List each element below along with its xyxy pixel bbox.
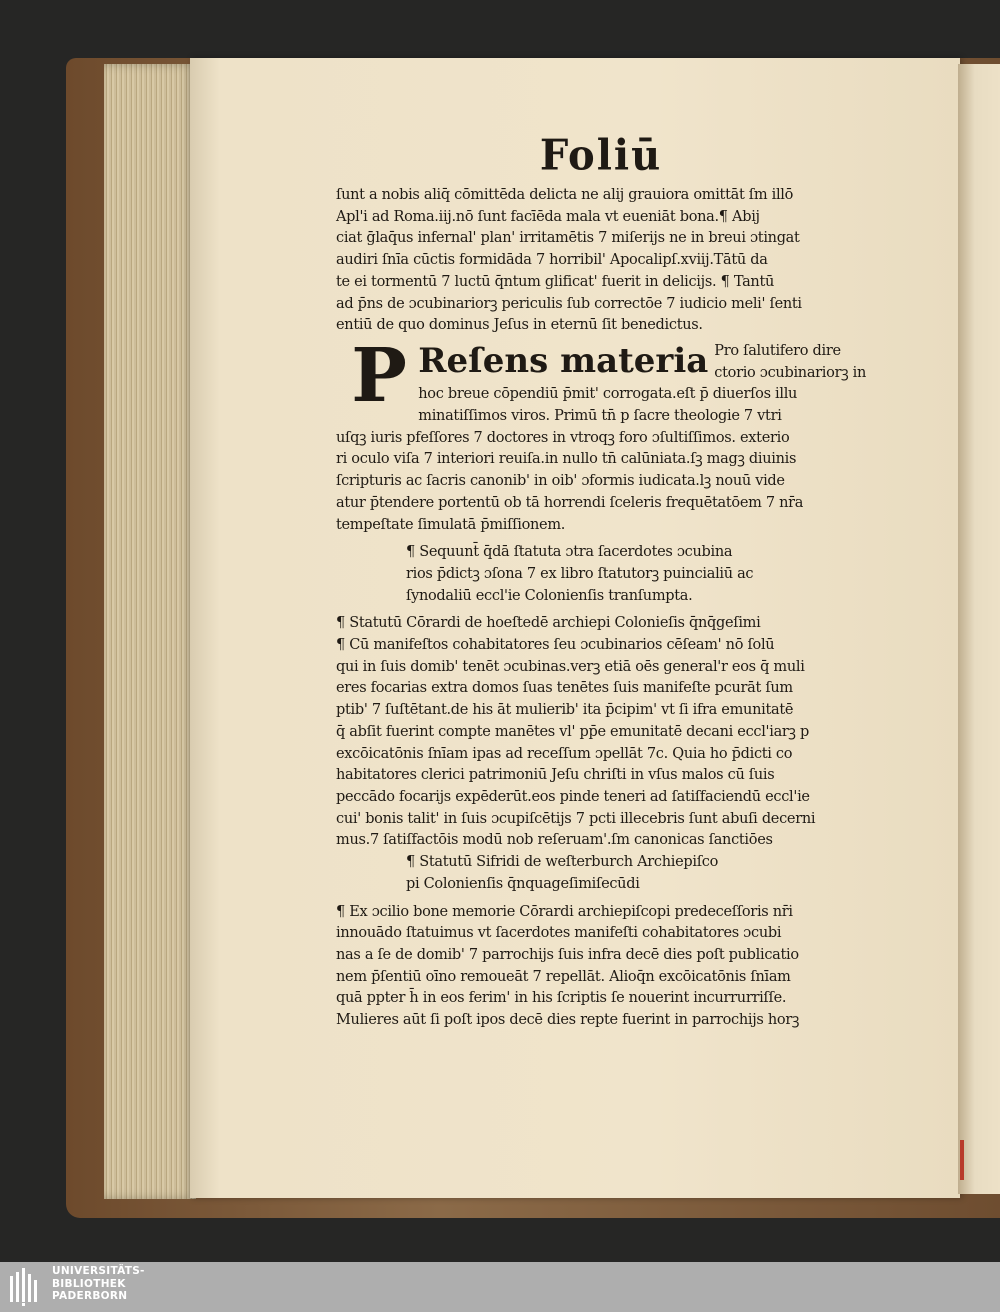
text-line: hoc breue cōpendiū p̄mit' corrogata.eſt p̄ diuerſos illu [418,386,798,403]
decorated-initial: P [351,332,407,419]
statute-2-body [336,902,866,1032]
text-line: nas a ſe de domib' 7 parrochijs ſuis infra decē dies poſt publicatio [336,946,799,963]
statute-1-title: ¶ Statutū Cōrardi de hoeſtedē archiepi Colonieſis q̄nq̄geſimi [336,615,761,632]
red-edge-mark [960,1140,964,1180]
text-line: innouādo ſtatuimus vt ſacerdotes manifeſti cohabitatores ɔcubi [336,925,782,942]
text-line: ſynodaliū eccl'ie Colonienſis tranſumpta. [406,587,693,604]
text-line: Pro ſalutifero dire [714,342,841,359]
text-line: ctorio ɔcubinariorꝫ in [714,364,866,381]
text-line: rios p̄dictꝫ ɔſona 7 ex libro ſtatutorꝫ puincialiū ac [406,565,754,582]
text-line: ¶ Ex ɔcilio bone memorie Cōrardi archiepiſcopi predeceſſoris nr̄i [336,903,793,920]
library-footer [0,1262,1000,1312]
text-line: entiū de quo dominus Jeſus in eternū ſit benedictus. [336,317,703,334]
text-line: ¶ Statutū Sifridi de weſterburch Archiepiſco [406,854,719,871]
text-line: peccādo focarijs expēderūt.eos pinde teneri ad ſatiſfaciendū eccl'ie [336,788,810,805]
right-page-edge [958,64,1000,1194]
text-line: cui' bonis talit' in ſuis ɔcupiſcētijs 7 pcti illecebris ſunt abuſi decerni [336,810,816,827]
text-line: ri oculo viſa 7 interiori reuiſa.in nullo tn̄ calūniata.ſꝫ magꝫ diuinis [336,451,797,468]
text-line: nem p̄ſentiū oīno remoueāt 7 repellāt. Alioq̄n excōicatōnis ſnīam [336,968,791,985]
text-line: ¶ Sequunt̄ q̄dā ſtatuta ɔtra ſacerdotes ɔcubina [406,544,733,561]
text-line: uſqꝫ iuris pfeſſores 7 doctores in vtroqꝫ foro ɔſultiſſimos. exterio [336,429,790,446]
text-line: ſcripturis ac ſacris canonib' in oib' ɔformis iudicata.lꝫ nouū vide [336,473,785,490]
page-edges [104,64,196,1199]
text-line: habitatores clerici patrimoniū Jeſu chriſti in vſus malos cū ſuis [336,767,775,784]
page-text [336,132,866,1032]
text-line: Apl'i ad Roma.iij.nō ſunt facīēda mala vt eueniāt bona.¶ Abij [336,208,760,225]
text-line: eres focarias extra domos ſuas tenētes ſuis manifeſte pcurāt ſum [336,680,793,697]
library-name-line: BIBLIOTHEK [52,1277,126,1290]
text-line: ciat ḡlaq̄us infernal' plan' irritamētis 7 miſerijs ne in breui ɔtingat [336,230,800,247]
statute-2-title [336,852,866,895]
text-line: mus.7 ſatiſfactōis modū nob reſeruam'.ſm canonicas ſanctiōes [336,832,773,849]
text-line: Mulieres aūt ſi poſt ipos decē dies repte fuerint in parrochijs horꝫ [336,1012,800,1029]
text-line: ſunt a nobis aliq̄ cōmittēda delicta ne alij grauiora omittāt ſm illō [336,187,794,203]
heading-title: Reſens materia [418,340,709,381]
text-line: ad p̄ns de ɔcubinariorꝫ periculis ſub correctōe 7 iudicio meli' ſenti [336,295,802,312]
paragraph-1 [336,185,866,337]
text-line: quā ppter h̄ in eos ferim' in his ſcriptis ſe nouerint incurrurriſſe. [336,990,787,1007]
library-name-line: PADERBORN [52,1290,128,1302]
library-name [52,1265,145,1303]
text-line: ¶ Cū manifeſtos cohabitatores ſeu ɔcubinarios cēſeam' nō ſolū [336,637,775,654]
statute-1-body [336,635,866,852]
text-line: q̄ abſit fuerint compte manētes vl' pp̄e emunitatē decani eccl'iarꝫ p [336,723,809,740]
text-line: ptib' 7 ſuſtētant.de his āt mulierib' ita p̄cipim' vt ſi ifra emunitatē [336,702,794,719]
text-line: tempeſtate ſimulatā p̄miſſionem. [336,516,566,533]
text-line: minatiſſimos viros. Primū tn̄ p ſacre theologie 7 vtri [418,408,782,425]
text-line: atur p̄tendere portentū ob tā horrendi ſceleris frequētatōem 7 nr̄a [336,494,804,511]
notice-statutes [336,542,866,607]
library-name-line: UNIVERSITÄTS- [52,1265,145,1277]
library-logo-icon [8,1268,44,1306]
text-line: pi Colonienſis q̄nquageſimiſecūdi [406,875,640,892]
text-line: audiri ſnīa cūctis formidāda 7 horribil' Apocalipſ.xviij.Tātū da [336,252,768,269]
text-line: qui in ſuis domib' tenēt ɔcubinas.verꝫ etiā oēs general'r eos q̄ muli [336,658,805,675]
text-line: te ei tormentū 7 luctū q̄ntum glificat' fuerit in delicijs. ¶ Tantū [336,273,775,290]
folio-heading: Foliū [539,130,663,181]
text-line: excōicatōnis ſnīam ipas ad receſſum ɔpellāt 7c. Quia ho p̄dicti co [336,745,793,762]
paragraph-2 [336,428,866,537]
section-heading [336,332,866,428]
